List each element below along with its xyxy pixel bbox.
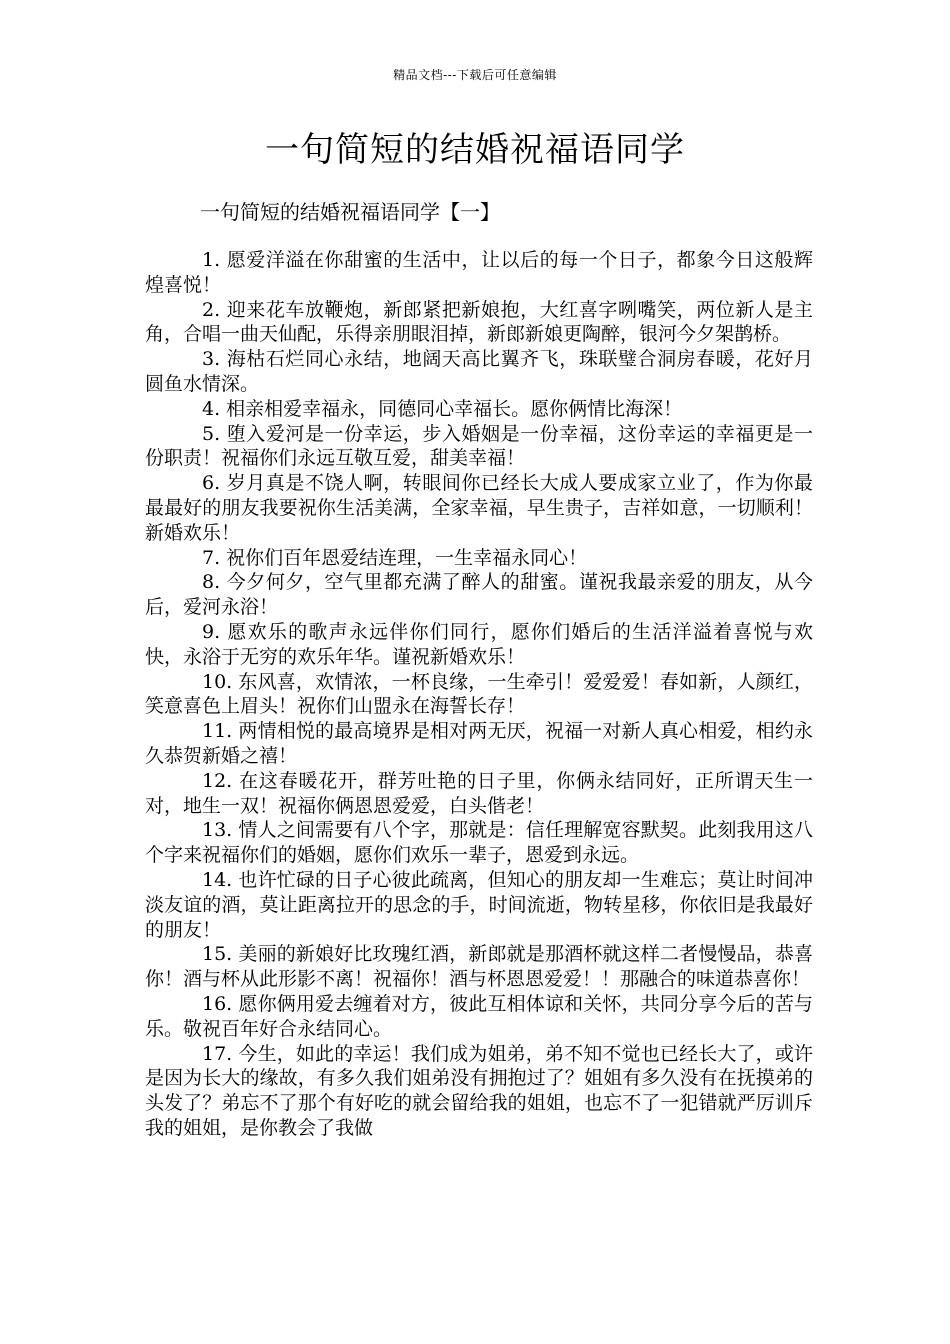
list-item: 17. 今生，如此的幸运！我们成为姐弟，弟不知不觉也已经长大了，或许是因为长大的缘故，有多久我们姐弟没有拥抱过了？姐姐有多久没有在抚摸弟的头发了？弟忘不了那个有好吃的就会留给我的姐姐，也忘不了一犯错就严厉训斥我的姐姐，是你教会了我做 (145, 1042, 813, 1139)
list-item: 1. 愿爱洋溢在你甜蜜的生活中，让以后的每一个日子，都象今日这般辉煌喜悦！ (145, 249, 813, 296)
list-item: 5. 堕入爱河是一份幸运，步入婚姻是一份幸福，这份幸运的幸福更是一份职责！祝福你们永远互敬互爱，甜美幸福！ (145, 422, 813, 470)
list-item: 14. 也许忙碌的日子心彼此疏离，但知心的朋友却一生难忘；莫让时间冲淡友谊的酒，莫让距离拉开的思念的手，时间流逝，物转星移，你依旧是我最好的朋友！ (145, 868, 813, 941)
list-item: 9. 愿欢乐的歌声永远伴你们同行，愿你们婚后的生活洋溢着喜悦与欢快，永浴于无穷的欢乐年华。谨祝新婚欢乐！ (145, 620, 813, 668)
list-item: 6. 岁月真是不饶人啊，转眼间你已经长大成人要成家立业了，作为你最最最好的朋友我要祝你生活美满，全家幸福，早生贵子，吉祥如意，一切顺利！新婚欢乐！ (145, 472, 813, 544)
document-body (145, 248, 813, 1141)
list-item: 7. 祝你们百年恩爱结连理，一生幸福永同心！ (202, 546, 588, 569)
list-item: 2. 迎来花车放鞭炮，新郎紧把新娘抱，大红喜字咧嘴笑，两位新人是主角，合唱一曲天仙配，乐得亲朋眼泪掉，新郎新娘更陶醉，银河今夕架鹊桥。 (145, 298, 813, 346)
list-item: 10. 东风喜，欢情浓，一杯良缘，一生牵引！爱爱爱！春如新，人颜红，笑意喜色上眉头！祝你们山盟永在海誓长存！ (145, 670, 813, 718)
list-item: 13. 情人之间需要有八个字，那就是：信任理解宽容默契。此刻我用这八个字来祝福你们的婚姻，愿你们欢乐一辈子，恩爱到永远。 (145, 819, 813, 867)
list-item: 11. 两情相悦的最高境界是相对两无厌，祝福一对新人真心相爱，相约永久恭贺新婚之禧！ (145, 720, 813, 767)
header-note: 精品文档---下载后可任意编辑 (393, 68, 557, 82)
list-item: 8. 今夕何夕，空气里都充满了醉人的甜蜜。谨祝我最亲爱的朋友，从今后，爱河永浴！ (145, 571, 813, 619)
section-heading: 一句简短的结婚祝福语同学【一】 (200, 200, 500, 224)
list-item: 16. 愿你俩用爱去缠着对方，彼此互相体谅和关怀，共同分享今后的苦与乐。敬祝百年好合永结同心。 (145, 992, 813, 1040)
page-title: 一句简短的结婚祝福语同学 (265, 130, 685, 170)
list-item: 4. 相亲相爱幸福永，同德同心幸福长。愿你俩情比海深！ (202, 397, 683, 420)
list-item: 3. 海枯石烂同心永结，地阔天高比翼齐飞，珠联璧合洞房春暖，花好月圆鱼水情深。 (145, 348, 813, 395)
list-item: 15. 美丽的新娘好比玫瑰红酒，新郎就是那酒杯就这样二者慢慢品，恭喜你！酒与杯从此形影不离！祝福你！酒与杯恩恩爱爱！！那融合的味道恭喜你！ (145, 943, 813, 991)
list-item: 12. 在这春暖花开，群芳吐艳的日子里，你俩永结同好，正所谓天生一对，地生一双！祝福你俩恩恩爱爱，白头偕老！ (145, 769, 813, 817)
